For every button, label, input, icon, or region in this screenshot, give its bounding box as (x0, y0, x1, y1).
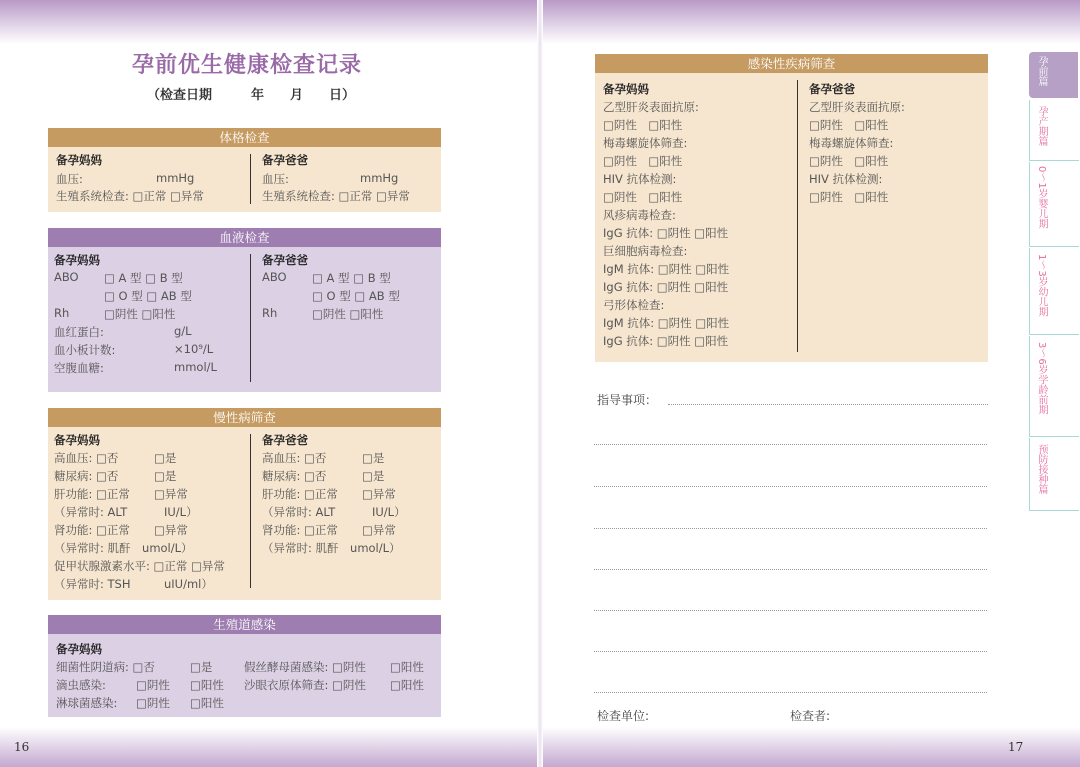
mom-hypertension-yes: □是 (154, 451, 177, 465)
dad-hiv-opt: □阴性 □阳性 (809, 190, 889, 204)
dad-syphilis: 梅毒螺旋体筛查: (809, 136, 894, 150)
dad-heading: 备孕爸爸 (809, 82, 855, 96)
dad-creatinine: （异常时: 肌酐 umol/L） (262, 541, 401, 555)
section-header: 生殖道感染 (48, 615, 441, 634)
mom-tsh: 促甲状腺激素水平: □正常 □异常 (54, 559, 225, 573)
guidance-line[interactable] (594, 528, 987, 529)
column-divider (250, 434, 251, 588)
guidance-line[interactable] (594, 486, 987, 487)
dad-diabetes: 糖尿病: □否 (262, 469, 327, 483)
mom-hemoglobin-unit: g/L (174, 324, 192, 338)
dad-rh-opt: □阴性 □阳性 (312, 307, 384, 321)
page-spine (537, 0, 543, 767)
tab-label: 孕前篇 (1036, 56, 1047, 86)
tab-label: 孕产期篇 (1036, 106, 1047, 146)
dad-liver-abnormal: □异常 (362, 487, 396, 501)
section-blood-test (48, 228, 441, 392)
dad-kidney-abnormal: □异常 (362, 523, 396, 537)
mom-repro: 生殖系统检查: □正常 □异常 (56, 189, 204, 203)
dad-hbsag: 乙型肝炎表面抗原: (809, 100, 905, 114)
mom-rh-opt: □阴性 □阳性 (104, 307, 176, 321)
dad-kidney: 肾功能: □正常 (262, 523, 338, 537)
mom-bp-unit: mmHg (156, 171, 195, 185)
mom-cmv: 巨细胞病毒检查: (603, 244, 688, 258)
chlamydia-test: 沙眼衣原体筛查: □阴性 (244, 678, 366, 692)
column-divider (797, 80, 798, 352)
check-date: （检查日期 年 月 日） (147, 88, 356, 103)
dad-heading: 备孕爸爸 (262, 433, 308, 447)
mom-abo-opt2: □ O 型 □ AB 型 (104, 289, 192, 303)
mom-rubella: 风疹病毒检查: (603, 208, 676, 222)
guidance-line[interactable] (594, 651, 987, 652)
mom-alt-unit: IU/L） (164, 505, 198, 519)
mom-tsh-abnormal: （异常时: TSH (54, 577, 131, 591)
guidance-line[interactable] (594, 610, 987, 611)
dad-heading: 备孕爸爸 (262, 153, 308, 167)
candida-positive: □阳性 (390, 660, 424, 674)
mom-hbsag-opt: □阴性 □阳性 (603, 118, 683, 132)
mom-heading: 备孕妈妈 (603, 82, 649, 96)
guidance-line[interactable] (594, 444, 987, 445)
section-header: 感染性疾病筛查 (595, 54, 988, 73)
dad-rh: Rh (262, 306, 278, 320)
trichomonas-positive: □阳性 (190, 678, 224, 692)
dad-diabetes-yes: □是 (362, 469, 385, 483)
mom-cmv-igg: IgG 抗体: □阴性 □阳性 (603, 280, 729, 294)
mom-hypertension: 高血压: □否 (54, 451, 119, 465)
mom-diabetes-yes: □是 (154, 469, 177, 483)
section-header: 慢性病筛查 (48, 408, 441, 427)
chlamydia-positive: □阳性 (390, 678, 424, 692)
mom-kidney-abnormal: □异常 (154, 523, 188, 537)
mom-liver: 肝功能: □正常 (54, 487, 130, 501)
guidance-label: 指导事项： (597, 393, 658, 407)
tab-label: 3～6岁学龄前期 (1036, 342, 1047, 415)
mom-abo: ABO (54, 270, 79, 284)
gonorrhea-positive: □阳性 (190, 696, 224, 710)
page-number-left: 16 (14, 740, 30, 754)
mom-hemoglobin: 血红蛋白: (54, 325, 104, 339)
mom-heading: 备孕妈妈 (56, 153, 102, 167)
dad-liver: 肝功能: □正常 (262, 487, 338, 501)
bv-test: 细菌性阴道病: □否 (56, 660, 155, 674)
candida-test: 假丝酵母菌感染: □阴性 (244, 660, 366, 674)
dad-alt-unit: IU/L） (372, 505, 406, 519)
mom-alt: （异常时: ALT (54, 505, 128, 519)
section-chronic-disease (48, 408, 441, 600)
mom-bp: 血压: (56, 172, 83, 186)
mom-heading: 备孕妈妈 (56, 642, 102, 656)
mom-cmv-igm: IgM 抗体: □阴性 □阳性 (603, 262, 730, 276)
mom-abo-opt1: □ A 型 □ B 型 (104, 271, 183, 285)
section-infectious-disease (595, 54, 988, 362)
mom-rh: Rh (54, 306, 70, 320)
guidance-line[interactable] (668, 404, 988, 405)
dad-repro: 生殖系统检查: □正常 □异常 (262, 189, 410, 203)
dad-hypertension: 高血压: □否 (262, 451, 327, 465)
section-reproductive-infection (48, 615, 441, 717)
examiner-label: 检查者: (790, 709, 831, 723)
trichomonas-negative: □阴性 (136, 678, 170, 692)
column-divider (250, 254, 251, 382)
dad-bp-unit: mmHg (360, 171, 399, 185)
dad-hbsag-opt: □阴性 □阳性 (809, 118, 889, 132)
mom-heading: 备孕妈妈 (54, 433, 100, 447)
mom-diabetes: 糖尿病: □否 (54, 469, 119, 483)
page-number-right: 17 (1008, 740, 1024, 754)
dad-alt: （异常时: ALT (262, 505, 336, 519)
mom-hiv: HIV 抗体检测: (603, 172, 677, 186)
column-divider (250, 154, 251, 204)
guidance-line[interactable] (594, 569, 987, 570)
tab-label: 1～3岁幼儿期 (1036, 254, 1047, 317)
mom-liver-abnormal: □异常 (154, 487, 188, 501)
mom-hiv-opt: □阴性 □阳性 (603, 190, 683, 204)
mom-heading: 备孕妈妈 (54, 253, 100, 267)
mom-hbsag: 乙型肝炎表面抗原: (603, 100, 699, 114)
dad-abo-opt2: □ O 型 □ AB 型 (312, 289, 400, 303)
mom-toxo-igm: IgM 抗体: □阴性 □阳性 (603, 316, 730, 330)
mom-syphilis-opt: □阴性 □阳性 (603, 154, 683, 168)
exam-unit-label: 检查单位: (597, 709, 650, 723)
guidance-line[interactable] (594, 692, 987, 693)
gonorrhea-test: 淋球菌感染: (56, 696, 118, 710)
bv-yes: □是 (190, 660, 213, 674)
dad-abo: ABO (262, 270, 287, 284)
mom-syphilis: 梅毒螺旋体筛查: (603, 136, 688, 150)
mom-rubella-igg: IgG 抗体: □阴性 □阳性 (603, 226, 729, 240)
dad-syphilis-opt: □阴性 □阳性 (809, 154, 889, 168)
page-title: 孕前优生健康检查记录 (132, 53, 363, 78)
dad-heading: 备孕爸爸 (262, 253, 308, 267)
trichomonas-test: 滴虫感染: (56, 678, 106, 692)
dad-hypertension-yes: □是 (362, 451, 385, 465)
tab-label: 0～1岁婴儿期 (1036, 166, 1047, 229)
dad-hiv: HIV 抗体检测: (809, 172, 883, 186)
mom-tsh-unit: uIU/ml） (164, 577, 213, 591)
dad-abo-opt1: □ A 型 □ B 型 (312, 271, 391, 285)
section-physical-exam (48, 128, 441, 212)
section-header: 血液检查 (48, 228, 441, 247)
section-header: 体格检查 (48, 128, 441, 147)
mom-kidney: 肾功能: □正常 (54, 523, 130, 537)
mom-platelet-unit: ×10⁹/L (174, 342, 214, 356)
mom-creatinine: （异常时: 肌酐 umol/L） (54, 541, 193, 555)
gonorrhea-negative: □阴性 (136, 696, 170, 710)
dad-bp: 血压: (262, 172, 289, 186)
mom-glucose-unit: mmol/L (174, 360, 217, 374)
mom-toxo-igg: IgG 抗体: □阴性 □阳性 (603, 334, 729, 348)
mom-platelet: 血小板计数: (54, 343, 116, 357)
tab-label: 预防接种篇 (1036, 444, 1047, 494)
mom-glucose: 空腹血糖: (54, 361, 104, 375)
mom-toxo: 弓形体检查: (603, 298, 665, 312)
